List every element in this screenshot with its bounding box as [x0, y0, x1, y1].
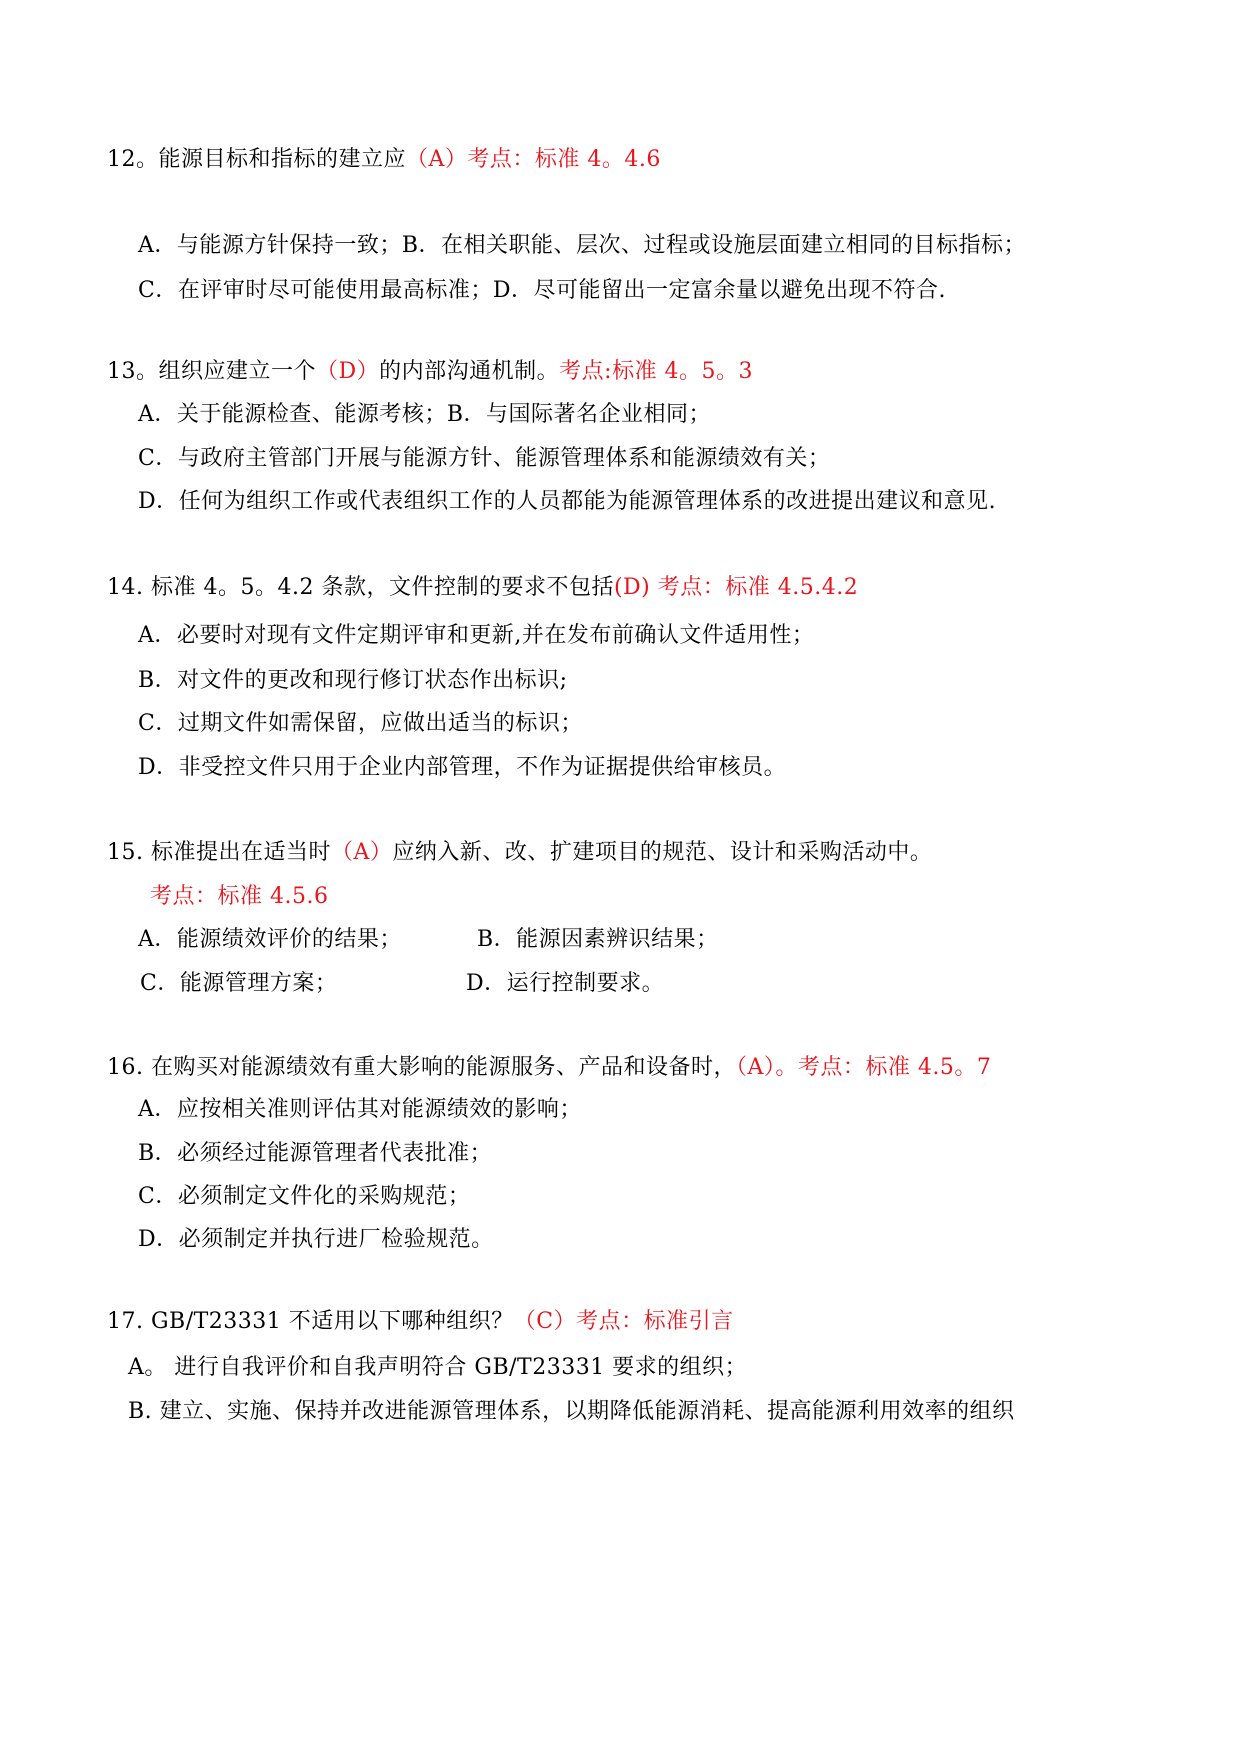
question-13-option-d: D．任何为组织工作或代表组织工作的人员都能为能源管理体系的改进提出建议和意见. [138, 489, 997, 514]
question-14-option-b: B．对文件的更改和现行修订状态作出标识; [138, 668, 568, 693]
question-14-stem [107, 573, 858, 603]
question-16-option-a: A．应按相关准则评估其对能源绩效的影响； [138, 1097, 582, 1122]
question-17-option-a: A。 进行自我评价和自我声明符合 GB/T23331 要求的组织； [128, 1355, 748, 1380]
question-16-option-c: C．必须制定文件化的采购规范； [138, 1184, 471, 1209]
question-15-exam-point: 考点：标准 4.5.6 [150, 884, 329, 909]
question-12-stem [107, 145, 661, 175]
question-text: 12。能源目标和指标的建立应 [107, 147, 406, 172]
exam-point: 考点:标准 4。5。3 [559, 359, 754, 384]
answer-and-point: （A）考点：标准 4。4.6 [406, 147, 661, 172]
question-15-stem [107, 838, 932, 868]
question-12-options-ab: A．与能源方针保持一致；B．在相关职能、层次、过程或设施层面建立相同的目标指标； [138, 233, 1027, 258]
question-16-option-b: B．必须经过能源管理者代表批准； [138, 1141, 493, 1166]
question-16-option-d: D．必须制定并执行进厂检验规范。 [138, 1227, 494, 1252]
question-14-option-c: C．过期文件如需保留，应做出适当的标识； [138, 711, 583, 736]
question-17-option-b: B. 建立、实施、保持并改进能源管理体系，以期降低能源消耗、提高能源利用效率的组织 [128, 1399, 1015, 1424]
question-text: 的内部沟通机制。 [379, 359, 560, 384]
question-12-options-cd: C．在评审时尽可能使用最高标准；D．尽可能留出一定富余量以避免出现不符合. [138, 278, 946, 303]
question-13-stem [107, 357, 753, 387]
answer: （D） [316, 359, 380, 384]
question-15-option-c: C．能源管理方案； [140, 971, 338, 996]
answer-and-point: （C）考点：标准引言 [513, 1309, 734, 1334]
question-14-option-d: D．非受控文件只用于企业内部管理，不作为证据提供给审核员。 [138, 755, 787, 780]
question-text: 15. 标准提出在适当时 [107, 840, 331, 865]
question-15-option-b: B．能源因素辨识结果； [477, 927, 719, 952]
question-13-options-ab: A．关于能源检查、能源考核；B．与国际著名企业相同； [138, 402, 712, 427]
question-14-option-a: A．必要时对现有文件定期评审和更新,并在发布前确认文件适用性； [138, 623, 815, 648]
answer: （A） [330, 840, 393, 865]
question-16-stem [107, 1053, 991, 1083]
answer-and-point: （A）。考点：标准 4.5。7 [735, 1055, 992, 1080]
question-text: 13。组织应建立一个 [107, 359, 316, 384]
question-text: 17. GB/T23331 不适用以下哪种组织？ [107, 1309, 514, 1334]
question-text: 14. 标准 4。5。4.2 条款，文件控制的要求不包括 [107, 575, 614, 600]
answer-and-point: (D) 考点：标准 4.5.4.2 [613, 575, 859, 600]
question-17-stem [107, 1307, 734, 1337]
question-text: 16. 在购买对能源绩效有重大影响的能源服务、产品和设备时， [107, 1055, 736, 1080]
question-15-option-a: A．能源绩效评价的结果； [138, 927, 402, 952]
question-text: 应纳入新、改、扩建项目的规范、设计和采购活动中。 [392, 840, 933, 865]
question-15-option-d: D．运行控制要求。 [466, 971, 665, 996]
question-13-option-c: C．与政府主管部门开展与能源方针、能源管理体系和能源绩效有关； [138, 446, 831, 471]
